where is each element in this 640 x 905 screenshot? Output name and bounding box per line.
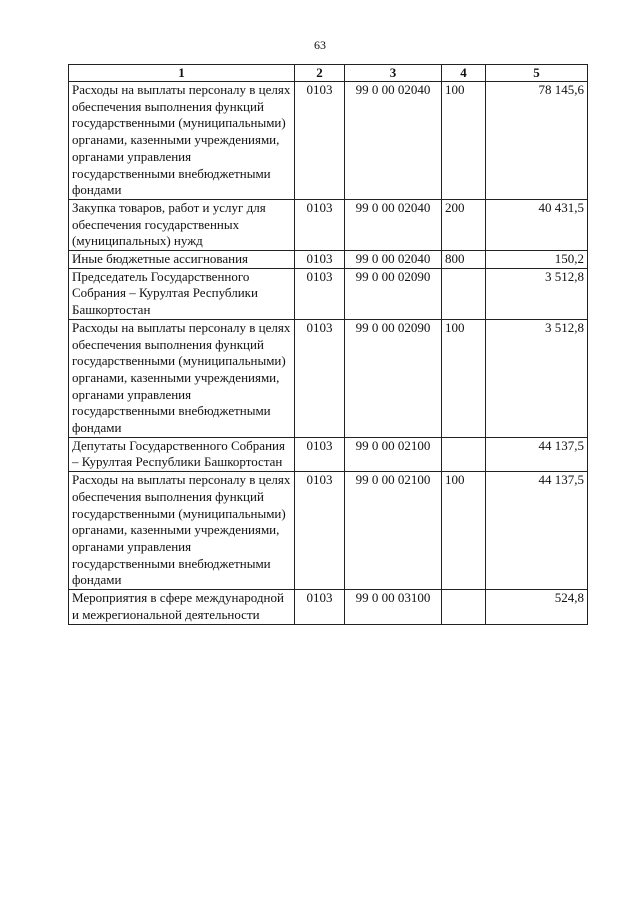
row-section: 0103 [295, 268, 345, 319]
row-section: 0103 [295, 590, 345, 624]
row-amount: 44 137,5 [486, 472, 588, 590]
row-target: 99 0 00 02100 [345, 437, 442, 471]
row-section: 0103 [295, 472, 345, 590]
row-section: 0103 [295, 199, 345, 250]
row-type [442, 268, 486, 319]
column-header-name: 1 [69, 65, 295, 82]
row-type: 100 [442, 472, 486, 590]
row-name: Расходы на выплаты персоналу в целях обеспечения выполнения функций государственными (муниципальными) органами, казенными учреждениями, органами управления государственными внебюджетными фондами [69, 319, 295, 437]
column-header-section: 2 [295, 65, 345, 82]
table-row [69, 199, 588, 250]
table-header [69, 65, 588, 82]
row-target: 99 0 00 02040 [345, 82, 442, 200]
row-name: Мероприятия в сфере международной и межрегиональной деятельности [69, 590, 295, 624]
row-amount: 150,2 [486, 251, 588, 269]
table-row [69, 437, 588, 471]
table-row [69, 319, 588, 437]
row-type: 100 [442, 82, 486, 200]
row-amount: 40 431,5 [486, 199, 588, 250]
page-number: 63 [314, 38, 326, 52]
row-type [442, 437, 486, 471]
row-amount: 524,8 [486, 590, 588, 624]
header-row [69, 65, 588, 82]
row-name: Расходы на выплаты персоналу в целях обеспечения выполнения функций государственными (муниципальными) органами, казенными учреждениями, органами управления государственными внебюджетными фондами [69, 472, 295, 590]
row-section: 0103 [295, 82, 345, 200]
row-name: Расходы на выплаты персоналу в целях обеспечения выполнения функций государственными (муниципальными) органами, казенными учреждениями, органами управления государственными внебюджетными фондами [69, 82, 295, 200]
row-target: 99 0 00 02100 [345, 472, 442, 590]
row-amount: 44 137,5 [486, 437, 588, 471]
row-section: 0103 [295, 319, 345, 437]
table-body [69, 82, 588, 625]
row-name: Закупка товаров, работ и услуг для обеспечения государственных (муниципальных) нужд [69, 199, 295, 250]
row-target: 99 0 00 02040 [345, 199, 442, 250]
column-header-type: 4 [442, 65, 486, 82]
row-name: Председатель Государственного Собрания – Курултая Республики Башкортостан [69, 268, 295, 319]
column-header-target: 3 [345, 65, 442, 82]
row-type [442, 590, 486, 624]
row-amount: 3 512,8 [486, 319, 588, 437]
row-section: 0103 [295, 251, 345, 269]
row-target: 99 0 00 02040 [345, 251, 442, 269]
budget-table [68, 64, 588, 625]
row-name: Иные бюджетные ассигнования [69, 251, 295, 269]
row-target: 99 0 00 02090 [345, 319, 442, 437]
table-row [69, 82, 588, 200]
row-target: 99 0 00 03100 [345, 590, 442, 624]
column-header-amount: 5 [486, 65, 588, 82]
table-row [69, 590, 588, 624]
table-row [69, 268, 588, 319]
row-type: 100 [442, 319, 486, 437]
row-amount: 78 145,6 [486, 82, 588, 200]
row-section: 0103 [295, 437, 345, 471]
row-name: Депутаты Государственного Собрания – Курултая Республики Башкортостан [69, 437, 295, 471]
row-target: 99 0 00 02090 [345, 268, 442, 319]
table-row [69, 251, 588, 269]
row-type: 800 [442, 251, 486, 269]
row-type: 200 [442, 199, 486, 250]
row-amount: 3 512,8 [486, 268, 588, 319]
table-row [69, 472, 588, 590]
